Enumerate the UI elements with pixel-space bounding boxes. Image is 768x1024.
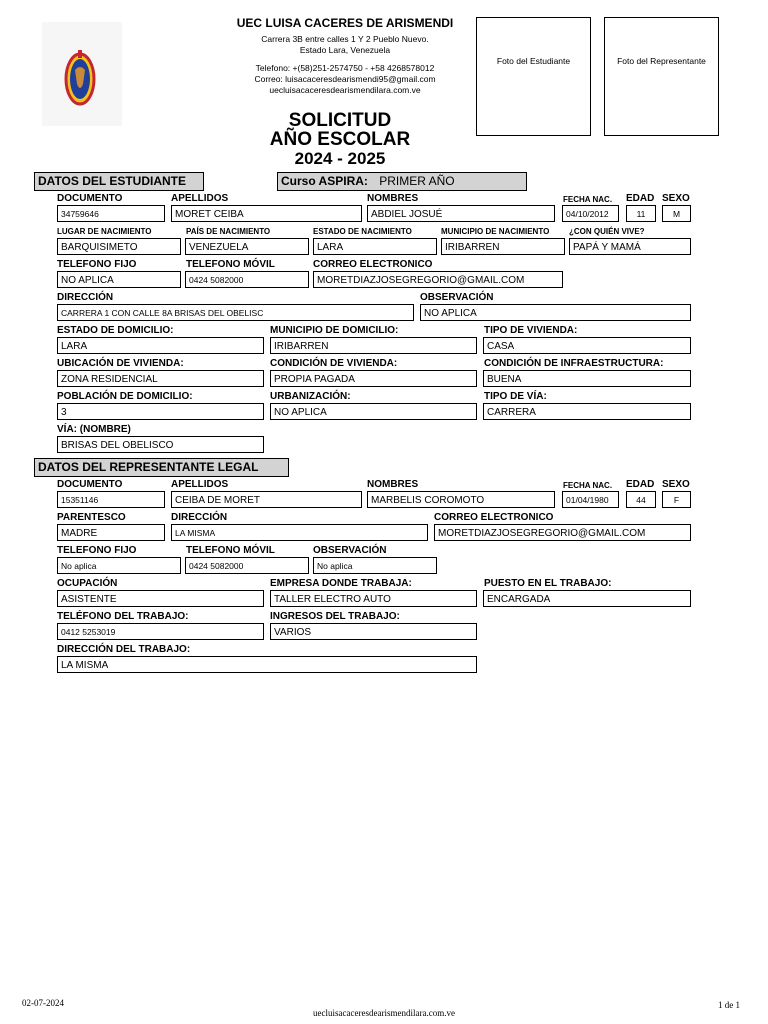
field-urbanizacion[interactable]: NO APLICA	[270, 403, 477, 420]
course-label: Curso ASPIRA:	[281, 174, 368, 188]
field-tipo-vivienda[interactable]: CASA	[483, 337, 691, 354]
school-address-2: Estado Lara, Venezuela	[299, 45, 391, 55]
field-apellidos[interactable]: MORET CEIBA	[171, 205, 362, 222]
student-photo-box: Foto del Estudiante	[476, 17, 591, 136]
rep-field-dir-trabajo[interactable]: LA MISMA	[57, 656, 477, 673]
rep-label-documento: DOCUMENTO	[57, 479, 123, 490]
label-condicion-viv: CONDICIÓN DE VIVIENDA:	[270, 358, 398, 369]
rep-label-ocupacion: OCUPACIÓN	[57, 578, 118, 589]
student-section-heading: DATOS DEL ESTUDIANTE	[34, 172, 204, 191]
label-municipio-dom: MUNICIPIO DE DOMICILIO:	[270, 325, 399, 336]
school-name: UEC LUISA CACERES DE ARISMENDI	[236, 16, 454, 30]
rep-field-fecha-nac[interactable]: 01/04/1980	[562, 491, 619, 508]
course-value: PRIMER AÑO	[379, 174, 455, 188]
rep-field-tel-movil[interactable]: 0424 5082000	[185, 557, 309, 574]
school-phone: Telefono: +(58)251-2574750 - +58 4268578012	[255, 63, 435, 73]
field-nombres[interactable]: ABDIEL JOSUÉ	[367, 205, 555, 222]
rep-field-correo[interactable]: MORETDIAZJOSEGREGORIO@GMAIL.COM	[434, 524, 691, 541]
field-observacion[interactable]: NO APLICA	[420, 304, 691, 321]
rep-label-tel-trabajo: TELÉFONO DEL TRABAJO:	[57, 611, 189, 622]
school-email: Correo: luisacaceresdearismendi95@gmail.com	[254, 74, 436, 84]
label-direccion: DIRECCIÓN	[57, 292, 114, 303]
form-title-2: AÑO ESCOLAR	[269, 129, 411, 150]
rep-label-correo: CORREO ELECTRONICO	[434, 512, 554, 523]
label-con-quien: ¿CON QUIÉN VIVE?	[569, 227, 645, 236]
form-title-1: SOLICITUD	[288, 110, 392, 131]
field-tipo-via[interactable]: CARRERA	[483, 403, 691, 420]
rep-label-direccion: DIRECCIÓN	[171, 512, 228, 523]
rep-field-tel-fijo[interactable]: No aplica	[57, 557, 181, 574]
field-edad[interactable]: 11	[626, 205, 656, 222]
field-correo[interactable]: MORETDIAZJOSEGREGORIO@GMAIL.COM	[313, 271, 563, 288]
footer-date: 02-07-2024	[22, 998, 64, 1008]
field-documento[interactable]: 34759646	[57, 205, 165, 222]
label-tipo-via: TIPO DE VÍA:	[484, 391, 547, 402]
label-estado-dom: ESTADO DE DOMICILIO:	[57, 325, 174, 336]
label-apellidos: APELLIDOS	[171, 193, 229, 204]
label-edad: EDAD	[626, 193, 655, 204]
rep-field-ingresos[interactable]: VARIOS	[270, 623, 477, 640]
rep-field-edad[interactable]: 44	[626, 491, 656, 508]
rep-label-edad: EDAD	[626, 479, 655, 490]
school-address-1: Carrera 3B entre calles 1 Y 2 Pueblo Nuevo.	[261, 34, 429, 44]
label-tel-movil: TELEFONO MÓVIL	[186, 259, 275, 270]
field-direccion[interactable]: CARRERA 1 CON CALLE 8A BRISAS DEL OBELISC	[57, 304, 414, 321]
rep-label-dir-trabajo: DIRECCIÓN DEL TRABAJO:	[57, 644, 191, 655]
label-municipio-nac: MUNICIPIO DE NACIMIENTO	[441, 227, 550, 236]
course-box	[277, 172, 527, 191]
field-tel-movil[interactable]: 0424 5082000	[185, 271, 309, 288]
field-poblacion[interactable]: 3	[57, 403, 264, 420]
rep-field-parentesco[interactable]: MADRE	[57, 524, 165, 541]
label-observacion: OBSERVACIÓN	[420, 292, 494, 303]
field-estado-nac[interactable]: LARA	[313, 238, 437, 255]
school-web: uecluisacaceresdearismendilara.com.ve	[269, 85, 421, 95]
rep-label-empresa: EMPRESA DONDE TRABAJA:	[270, 578, 412, 589]
rep-field-empresa[interactable]: TALLER ELECTRO AUTO	[270, 590, 477, 607]
field-tel-fijo[interactable]: NO APLICA	[57, 271, 181, 288]
label-tel-fijo: TELEFONO FIJO	[57, 259, 137, 270]
rep-label-observacion: OBSERVACIÓN	[313, 545, 387, 556]
field-fecha-nac[interactable]: 04/10/2012	[562, 205, 619, 222]
field-pais-nac[interactable]: VENEZUELA	[185, 238, 309, 255]
field-lugar-nac[interactable]: BARQUISIMETO	[57, 238, 181, 255]
label-urbanizacion: URBANIZACIÓN:	[270, 391, 351, 402]
label-nombres: NOMBRES	[367, 193, 419, 204]
label-fecha-nac: FECHA NAC.	[563, 195, 613, 204]
field-municipio-nac[interactable]: IRIBARREN	[441, 238, 565, 255]
label-documento: DOCUMENTO	[57, 193, 123, 204]
rep-field-direccion[interactable]: LA MISMA	[171, 524, 428, 541]
field-condicion-inf[interactable]: BUENA	[483, 370, 691, 387]
rep-label-ingresos: INGRESOS DEL TRABAJO:	[270, 611, 400, 622]
label-sexo: SEXO	[662, 193, 690, 204]
rep-label-tel-movil: TELEFONO MÓVIL	[186, 545, 275, 556]
label-estado-nac: ESTADO DE NACIMIENTO	[313, 227, 412, 236]
label-tipo-vivienda: TIPO DE VIVIENDA:	[484, 325, 578, 336]
rep-label-nombres: NOMBRES	[367, 479, 419, 490]
field-sexo[interactable]: M	[662, 205, 691, 222]
rep-label-parentesco: PARENTESCO	[57, 512, 126, 523]
footer-page: 1 de 1	[718, 1000, 740, 1010]
label-via-nombre: VÍA: (NOMBRE)	[57, 424, 131, 435]
rep-label-puesto: PUESTO EN EL TRABAJO:	[484, 578, 612, 589]
rep-field-tel-trabajo[interactable]: 0412 5253019	[57, 623, 264, 640]
field-estado-dom[interactable]: LARA	[57, 337, 264, 354]
form-title-3: 2024 - 2025	[294, 149, 386, 168]
rep-label-sexo: SEXO	[662, 479, 690, 490]
rep-field-observacion[interactable]: No aplica	[313, 557, 437, 574]
field-con-quien[interactable]: PAPÁ Y MAMÁ	[569, 238, 691, 255]
label-lugar-nac: LUGAR DE NACIMIENTO	[57, 227, 152, 236]
field-condicion-viv[interactable]: PROPIA PAGADA	[270, 370, 477, 387]
rep-section-heading: DATOS DEL REPRESENTANTE LEGAL	[34, 458, 289, 477]
rep-field-nombres[interactable]: MARBELIS COROMOTO	[367, 491, 555, 508]
rep-field-puesto[interactable]: ENCARGADA	[483, 590, 691, 607]
field-municipio-dom[interactable]: IRIBARREN	[270, 337, 477, 354]
footer-url: uecluisacaceresdearismendilara.com.ve	[313, 1008, 455, 1018]
label-pais-nac: PAÍS DE NACIMIENTO	[186, 227, 271, 236]
field-ubicacion[interactable]: ZONA RESIDENCIAL	[57, 370, 264, 387]
school-logo	[42, 22, 122, 126]
label-poblacion: POBLACIÓN DE DOMICILIO:	[57, 391, 193, 402]
label-correo: CORREO ELECTRONICO	[313, 259, 433, 270]
rep-label-apellidos: APELLIDOS	[171, 479, 229, 490]
label-condicion-inf: CONDICIÓN DE INFRAESTRUCTURA:	[484, 358, 664, 369]
representative-photo-box: Foto del Representante	[604, 17, 719, 136]
rep-field-documento[interactable]: 15351146	[57, 491, 165, 508]
rep-field-sexo[interactable]: F	[662, 491, 691, 508]
field-via-nombre[interactable]: BRISAS DEL OBELISCO	[57, 436, 264, 453]
rep-label-fecha-nac: FECHA NAC.	[563, 481, 613, 490]
rep-field-ocupacion[interactable]: ASISTENTE	[57, 590, 264, 607]
rep-field-apellidos[interactable]: CEIBA DE MORET	[171, 491, 362, 508]
rep-label-tel-fijo: TELEFONO FIJO	[57, 545, 137, 556]
label-ubicacion: UBICACIÓN DE VIVIENDA:	[57, 358, 184, 369]
